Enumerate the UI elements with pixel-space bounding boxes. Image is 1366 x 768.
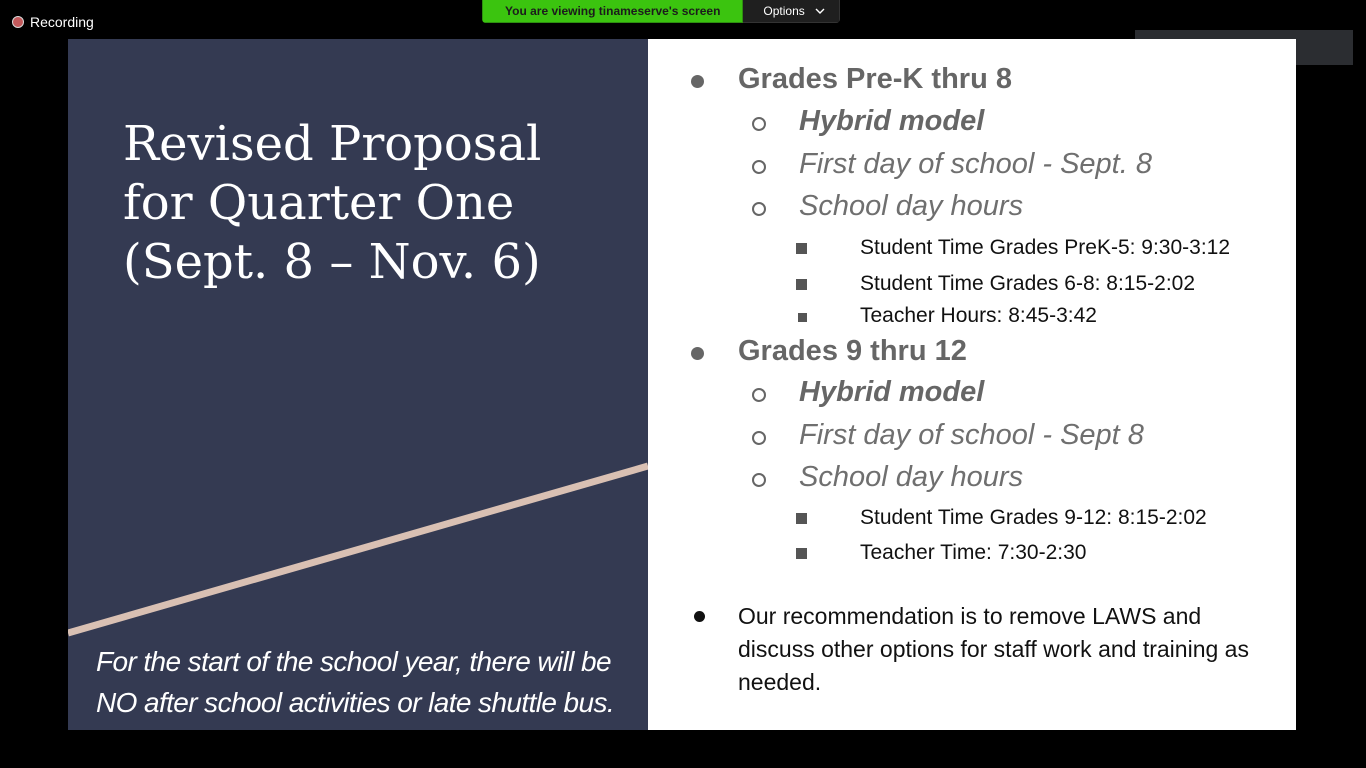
square-bullet-icon (796, 513, 807, 524)
shared-screen-slide (68, 39, 1296, 730)
hollow-bullet-icon (752, 117, 766, 131)
square-bullet-icon (796, 243, 807, 254)
first-day-label: First day of school - Sept. 8 (799, 148, 1152, 180)
slide-note (96, 641, 636, 723)
note-line: For the start of the school year, there will be (96, 646, 611, 677)
model-label: Hybrid model (799, 105, 985, 137)
filled-bullet-icon (694, 611, 705, 622)
hours-item: Student Time Grades PreK-5: 9:30-3:12 (860, 236, 1231, 259)
options-label: Options (763, 4, 805, 18)
hollow-bullet-icon (752, 431, 766, 445)
title-line: for Quarter One (123, 175, 515, 231)
section-heading: Grades 9 thru 12 (738, 335, 967, 367)
hollow-bullet-icon (752, 388, 766, 402)
model-label: Hybrid model (799, 376, 985, 408)
decorative-stripe (68, 39, 648, 730)
recording-indicator (12, 14, 94, 30)
hours-item: Teacher Hours: 8:45-3:42 (860, 304, 1097, 327)
hollow-bullet-icon (752, 160, 766, 174)
filled-bullet-icon (691, 347, 704, 360)
slide-content-panel (648, 39, 1296, 730)
recommendation-text: Our recommendation is to remove LAWS and discuss other options for staff work and training as needed. (738, 603, 1249, 695)
filled-bullet-icon (691, 75, 704, 88)
hours-label: School day hours (799, 461, 1024, 493)
record-dot-icon (12, 16, 24, 28)
title-line: Revised Proposal (123, 116, 542, 172)
title-line: (Sept. 8 – Nov. 6) (123, 234, 541, 290)
hours-item: Student Time Grades 6-8: 8:15-2:02 (860, 272, 1196, 295)
viewing-screen-banner: You are viewing tinameserve's screen (482, 0, 743, 23)
square-bullet-icon (796, 279, 807, 290)
square-bullet-icon (796, 548, 807, 559)
hours-item: Teacher Time: 7:30-2:30 (860, 541, 1087, 564)
view-options-button[interactable] (743, 0, 839, 23)
screen-share-bar (482, 0, 840, 23)
hollow-bullet-icon (752, 473, 766, 487)
first-day-label: First day of school - Sept 8 (799, 419, 1144, 451)
section-heading: Grades Pre-K thru 8 (738, 63, 1012, 95)
hours-item: Student Time Grades 9-12: 8:15-2:02 (860, 506, 1207, 529)
chevron-down-icon (815, 8, 825, 14)
note-line: NO after school activities or late shuttle bus. (96, 687, 615, 718)
slide-title-panel (68, 39, 648, 730)
hollow-bullet-icon (752, 202, 766, 216)
square-bullet-icon (798, 313, 807, 322)
recording-label: Recording (30, 14, 94, 30)
hours-label: School day hours (799, 190, 1024, 222)
